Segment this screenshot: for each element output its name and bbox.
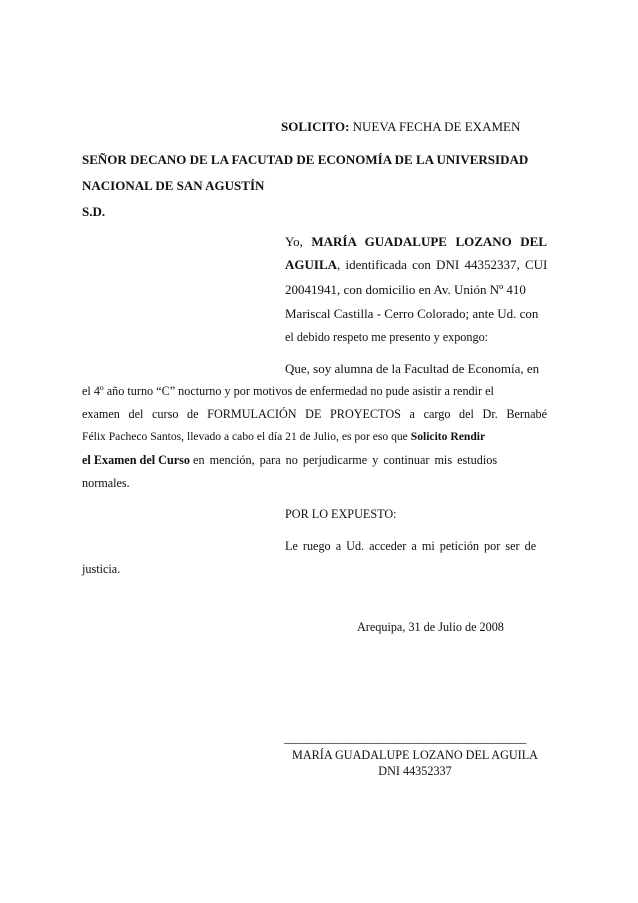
addressee-line-1: SEÑOR DECANO DE LA FACUTAD DE ECONOMÍA DE LA UNIVERSIDAD <box>82 152 529 167</box>
request-line-2: justicia. <box>82 562 121 576</box>
signature-name: MARÍA GUADALUPE LOZANO DEL AGUILA <box>292 748 538 762</box>
place-date: Arequipa, 31 de Julio de 2008 <box>357 620 504 634</box>
intro-line-1 <box>285 234 547 250</box>
intro-line-2 <box>285 257 547 273</box>
solicito-label: SOLICITO: <box>281 119 350 134</box>
body-line-4-text: Félix Pacheco Santos, llevado a cabo el día 21 de Julio, es por eso que <box>82 430 408 443</box>
body-line-4 <box>82 430 485 443</box>
examen-del-curso: el Examen del Curso <box>82 453 190 467</box>
body-line-2: el 4º año turno “C” nocturno y por motivos de enfermedad no pude asistir a rendir el <box>82 384 494 398</box>
intro-line-3: 20041941, con domicilio en Av. Unión Nº 410 <box>285 282 526 297</box>
intro-id: , identificada con DNI 44352337, CUI <box>337 257 548 272</box>
intro-yo: Yo, <box>285 234 303 249</box>
body-line-1: Que, soy alumna de la Facultad de Economía, en <box>285 361 540 376</box>
request-line-1: Le ruego a Ud. acceder a mi petición por ser de <box>285 539 537 553</box>
por-lo-expuesto: POR LO EXPUESTO: <box>285 507 397 521</box>
signature-line: ____________________________________________ <box>284 731 526 745</box>
intro-line-4: Mariscal Castilla - Cerro Colorado; ante Ud. con <box>285 306 539 321</box>
solicito-rendir: Solicito Rendir <box>410 430 486 443</box>
intro-line-5: el debido respeto me presento y expongo: <box>285 330 489 344</box>
body-line-5 <box>82 453 497 468</box>
body-line-3: examen del curso de FORMULACIÓN DE PROYECTOS a cargo del Dr. Bernabé <box>82 407 547 421</box>
solicito-text: NUEVA FECHA DE EXAMEN <box>352 119 521 134</box>
intro-name-part-1: MARÍA GUADALUPE LOZANO DEL <box>311 234 548 249</box>
signature-dni: DNI 44352337 <box>378 764 452 778</box>
intro-name-part-2: AGUILA <box>285 257 338 272</box>
body-line-6: normales. <box>82 476 130 490</box>
solicito-line <box>281 119 520 135</box>
addressee-line-3: S.D. <box>82 204 106 219</box>
addressee-line-2: NACIONAL DE SAN AGUSTÍN <box>82 178 265 193</box>
body-line-5-text: en mención, para no perjudicarme y continuar mis estudios <box>193 453 498 467</box>
